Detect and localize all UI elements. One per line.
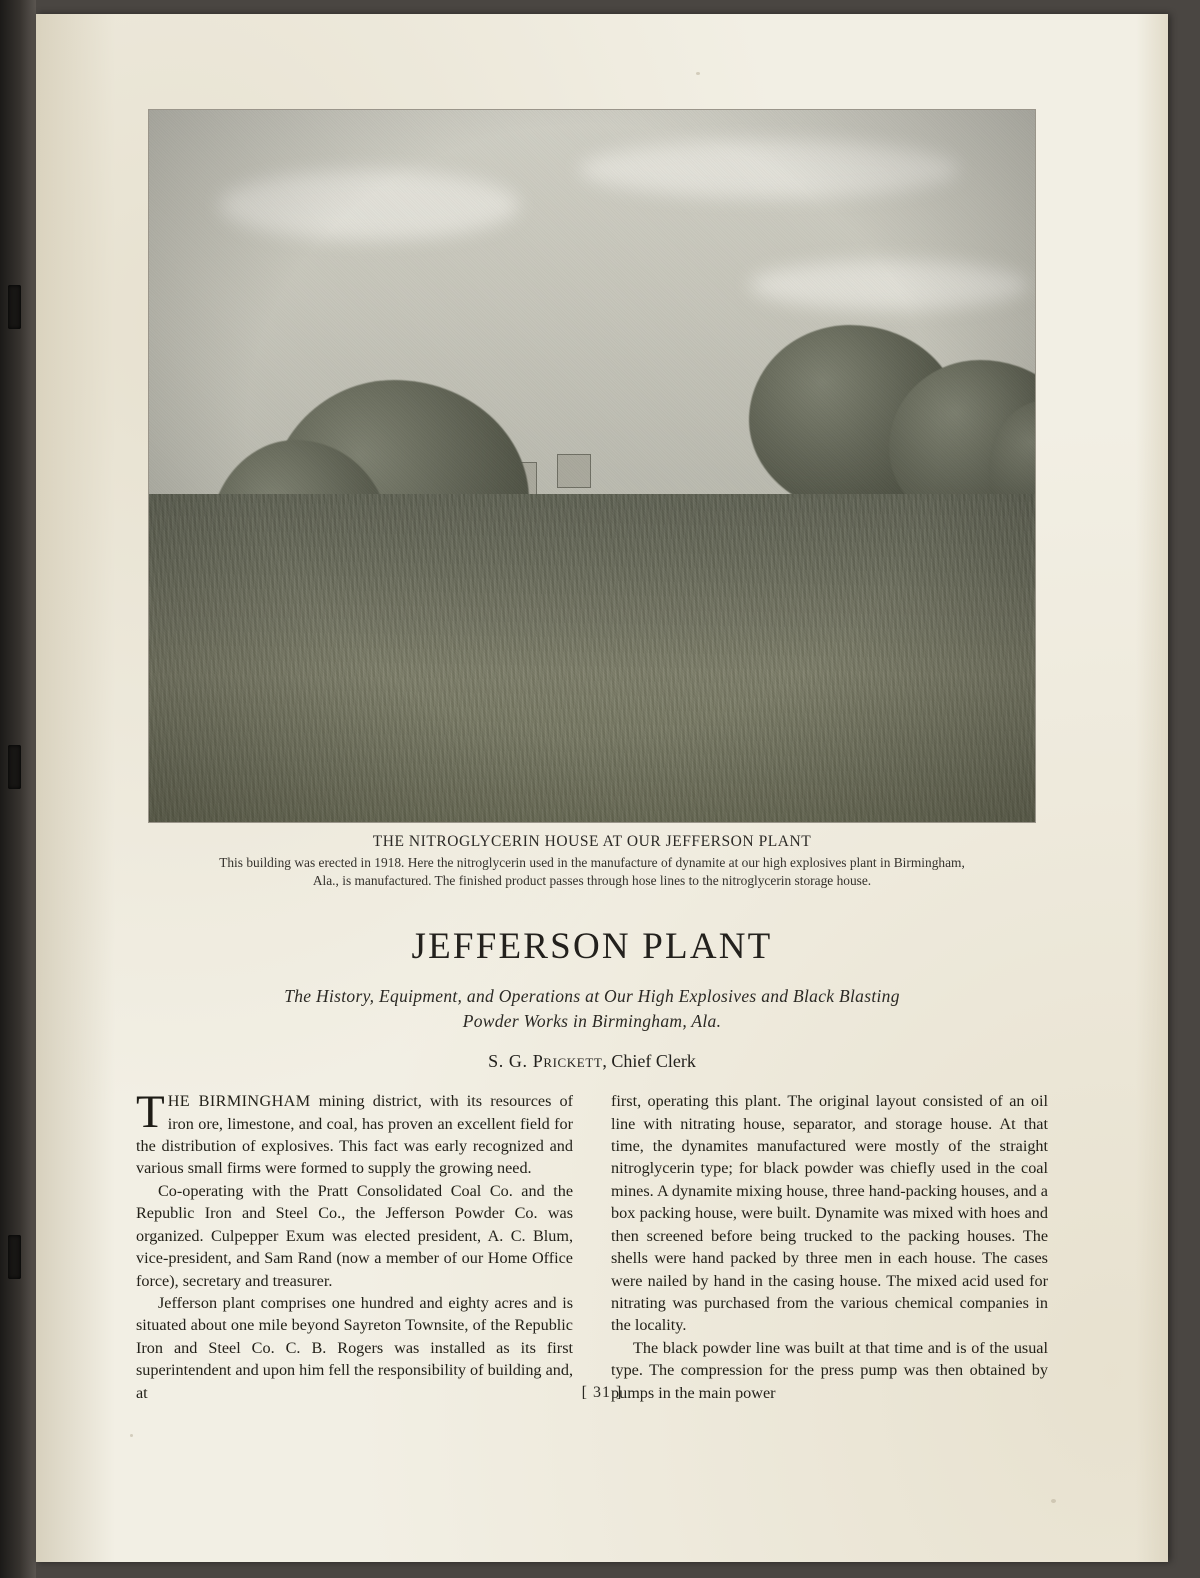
page-number: [ 31 ] <box>581 1384 623 1401</box>
drop-cap: T <box>136 1086 165 1139</box>
page-content <box>136 110 1048 1404</box>
paper-speck <box>1051 1499 1056 1503</box>
figure-caption-line-2: Ala., is manufactured. The finished product passes through hose lines to the nitroglycerin storage house. <box>312 872 872 888</box>
figure-nitroglycerin-house-photo <box>149 110 1035 822</box>
byline-author-role: , Chief Clerk <box>602 1051 696 1072</box>
figure-caption-title: THE NITROGLYCERIN HOUSE AT OUR JEFFERSON PLANT <box>372 833 812 850</box>
paper-speck <box>696 72 700 75</box>
paragraph: first, operating this plant. The original layout consisted of an oil line with nitrating house, separator, and storage house. At that time, the dynamites manufactured were mostly of the straight nitroglycerin type; for black powder was chiefly used in the coal mines. A dynamite mixing house, three hand-packing houses, and a box packing house, were built. Dynamite was mixed with hoes and then screened before being trucked to the packing houses. The shells were hand packed by three men in each house. The cases were nailed by hand in the casing house. The mixed acid used for nitrating was purchased from the various chemical companies in the locality. <box>611 1092 1048 1335</box>
paragraph-lead-words: HE BIRMINGHAM <box>167 1092 311 1111</box>
book-gutter <box>0 0 36 1578</box>
binding-staple <box>8 285 21 329</box>
paragraph <box>136 1086 574 1180</box>
article-subtitle-line-2: Powder Works in Birmingham, Ala. <box>462 1011 722 1032</box>
paragraph: Jefferson plant comprises one hundred and eighty acres and is situated about one mile beyond Sayreton Townsite, of the Republic Iron and Steel Co. C. B. Rogers was installed as its first superintendent and upon him fell the responsibility of building and, at <box>136 1294 573 1402</box>
paragraph-text: mining district, with its resources of iron ore, limestone, and coal, has proven an excellent field for the distribution of explosives. This fact was early recognized and various small firms were formed to supply the growing need. <box>136 1092 574 1178</box>
figure-caption-line-1: This building was erected in 1918. Here the nitroglycerin used in the manufacture of dynamite at our high explosives plant in Birmingham, <box>219 855 965 870</box>
article-body <box>136 1086 1048 1404</box>
body-column-left <box>136 1086 574 1404</box>
byline-author-name: S. G. Prickett <box>488 1051 603 1072</box>
binding-staple <box>8 1235 21 1279</box>
page-sheet <box>36 14 1168 1562</box>
article-title: JEFFERSON PLANT <box>411 926 773 968</box>
article-subtitle-line-1: The History, Equipment, and Operations at Our High Explosives and Black Blasting <box>284 986 900 1007</box>
photo-vignette <box>149 110 1035 822</box>
paragraph: Co-operating with the Pratt Consolidated Coal Co. and the Republic Iron and Steel Co., the Jefferson Powder Co. was organized. Culpepper Exum was elected president, A. C. Blum, vice-president, and Sam Rand (now a member of our Home Office force), secretary and treasurer. <box>136 1181 573 1290</box>
body-column-right <box>611 1090 1048 1404</box>
paper-speck <box>130 1434 133 1437</box>
page-edge-shading <box>1136 14 1168 1562</box>
binding-staple <box>8 745 21 789</box>
article-byline <box>136 1051 1048 1072</box>
paragraph: The black powder line was built at that time and is of the usual type. The compression for the press pump was then obtained by pumps in the main power <box>611 1338 1048 1402</box>
